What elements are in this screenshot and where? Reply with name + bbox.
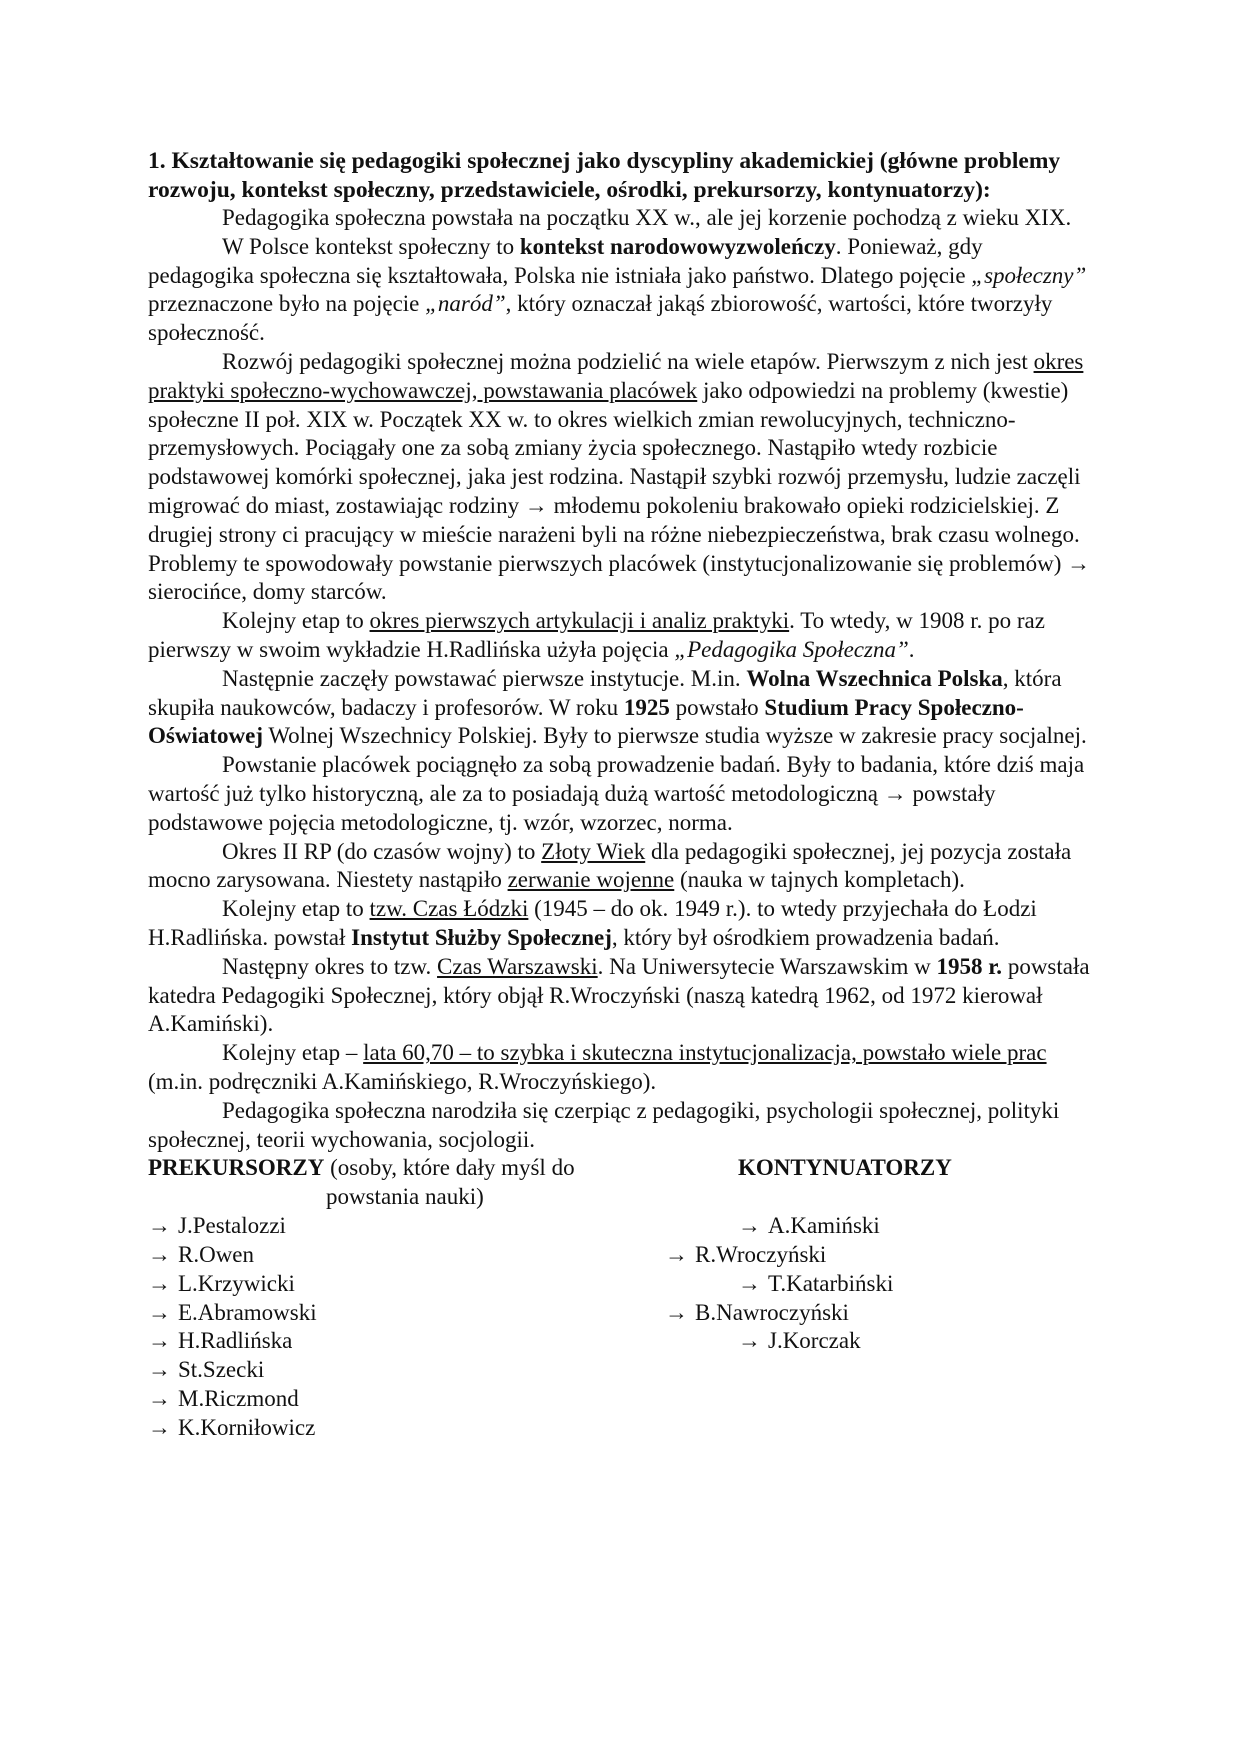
precursors-description-b: powstania nauki) xyxy=(326,1184,484,1210)
list-item: → R.Wroczyński xyxy=(148,1241,1093,1270)
arrow-icon: → xyxy=(665,1242,688,1268)
arrow-icon: → xyxy=(148,1328,171,1354)
arrow-icon: → xyxy=(148,1213,171,1239)
arrow-icon: → xyxy=(148,1242,171,1268)
list-item: → R.Owen xyxy=(148,1241,317,1270)
list-item: → A.Kamiński xyxy=(148,1212,1093,1241)
paragraph-1: Pedagogika społeczna powstała na początku XX w., ale jej korzenie pochodzą z wieku XIX. xyxy=(222,205,1072,230)
list-item: → K.Korniłowicz xyxy=(148,1414,317,1443)
paragraph-4: Kolejny etap to okres pierwszych artykulacji i analiz praktyki. To wtedy, w 1908 r. po raz pierwszy w swoim wykładzie H.Radlińska użyła pojęcia „Pedagogika Społeczna”. xyxy=(148,608,1045,662)
list-item: → St.Szecki xyxy=(148,1356,317,1385)
list-item: → H.Radlińska xyxy=(148,1327,317,1356)
precursors-continuators-section xyxy=(148,1154,1093,1440)
precursors-header xyxy=(148,1154,668,1212)
arrow-icon: → xyxy=(665,1299,688,1325)
document-page xyxy=(148,147,1093,1440)
list-item: → J.Korczak xyxy=(148,1327,1093,1356)
list-item: → L.Krzywicki xyxy=(148,1270,317,1299)
paragraph-11: Pedagogika społeczna narodziła się czerpiąc z pedagogiki, psychologii społecznej, polityki społecznej, teorii wychowania, socjologii. xyxy=(148,1097,1060,1152)
paragraph-8: Kolejny etap to tzw. Czas Łódzki (1945 – do ok. 1949 r.). to wtedy przyjechała do Łodzi H.Radlińska. powstał Instytut Służby Społecznej, który był ośrodkiem prowadzenia badań. xyxy=(148,896,1037,950)
arrow-icon: → xyxy=(738,1213,761,1239)
paragraph-5: Następnie zaczęły powstawać pierwsze instytucje. M.in. Wolna Wszechnica Polska, która skupiła naukowców, badaczy i profesorów. W roku 1925 powstało Studium Pracy Społeczno-Oświatowej Wolnej Wszechnicy Polskiej. Były to pierwsze studia wyższe w zakresie pracy socjalnej. xyxy=(148,665,1087,749)
section-heading: 1. Kształtowanie się pedagogiki społecznej jako dyscypliny akademickiej (główne problemy rozwoju, kontekst społeczny, przedstawiciele, ośrodki, prekursorzy, kontynuatorzy): xyxy=(148,148,1061,203)
arrow-icon: → xyxy=(148,1414,171,1440)
list-item: → B.Nawroczyński xyxy=(148,1299,1093,1328)
paragraph-6: Powstanie placówek pociągnęło za sobą prowadzenie badań. Były to badania, które dziś maja wartość już tylko historyczną, ale za to posiadają dużą wartość metodologiczną → powstały podstawowe pojęcia metodologiczne, tj. wzór, wzorzec, norma. xyxy=(148,752,1085,835)
continuators-list xyxy=(148,1212,1093,1356)
arrow-icon: → xyxy=(148,1299,171,1325)
arrow-icon: → xyxy=(148,1270,171,1296)
paragraph-7: Okres II RP (do czasów wojny) to Złoty Wiek dla pedagogiki społecznej, jej pozycja została mocno zarysowana. Niestety nastąpiło zerwanie wojenne (nauka w tajnych kompletach). xyxy=(148,838,1072,893)
continuators-title: KONTYNUATORZY xyxy=(738,1155,952,1181)
list-item: → E.Abramowski xyxy=(148,1299,317,1328)
list-item: → J.Pestalozzi xyxy=(148,1212,317,1241)
arrow-icon: → xyxy=(738,1270,761,1296)
precursors-description-a: (osoby, które dały myśl do xyxy=(330,1155,575,1181)
arrow-icon: → xyxy=(738,1328,761,1354)
paragraph-10: Kolejny etap – lata 60,70 – to szybka i skuteczna instytucjonalizacja, powstało wiele prac (m.in. podręczniki A.Kamińskiego, R.Wroczyńskiego). xyxy=(148,1040,1047,1094)
precursors-title: PREKURSORZY xyxy=(148,1155,325,1181)
paragraph-3: Rozwój pedagogiki społecznej można podzielić na wiele etapów. Pierwszym z nich jest okres praktyki społeczno-wychowawczej, powstawania placówek jako odpowiedzi na problemy (kwestie) społeczne II poł. XIX w. Początek XX w. to okres wielkich zmian rewolucyjnych, techniczno-przemysłowych. Pociągały one za sobą zmiany życia społecznego. Nastąpiło wtedy rozbicie podstawowej komórki społecznej, jaka jest rodzina. Nastąpił szybki rozwój przemysłu, ludzie zaczęli migrować do miast, zostawiając rodziny → młodemu pokoleniu brakowało opieki rodzicielskiej. Z drugiej strony ci pracujący w mieście narażeni byli na różne niebezpieczeństwa, brak czasu wolnego. Problemy te spowodowały powstanie pierwszych placówek (instytucjonalizowanie się problemów) → sierocińce, domy starców. xyxy=(148,348,1091,605)
arrow-icon: → xyxy=(148,1386,171,1412)
list-item: → M.Riczmond xyxy=(148,1385,317,1414)
list-item: → T.Katarbiński xyxy=(148,1270,1093,1299)
paragraph-9: Następny okres to tzw. Czas Warszawski. Na Uniwersytecie Warszawskim w 1958 r. powstała katedra Pedagogiki Społecznej, który objął R.Wroczyński (naszą katedrą 1962, od 1972 kierował A.Kamiński). xyxy=(148,953,1090,1037)
paragraph-2: W Polsce kontekst społeczny to kontekst narodowowyzwoleńczy. Ponieważ, gdy pedagogika społeczna się kształtowała, Polska nie istniała jako państwo. Dlatego pojęcie „społeczny” przeznaczone było na pojęcie „naród”, który oznaczał jakąś zbiorowość, wartości, które tworzyły społeczność. xyxy=(148,233,1087,346)
arrow-icon: → xyxy=(148,1357,171,1383)
